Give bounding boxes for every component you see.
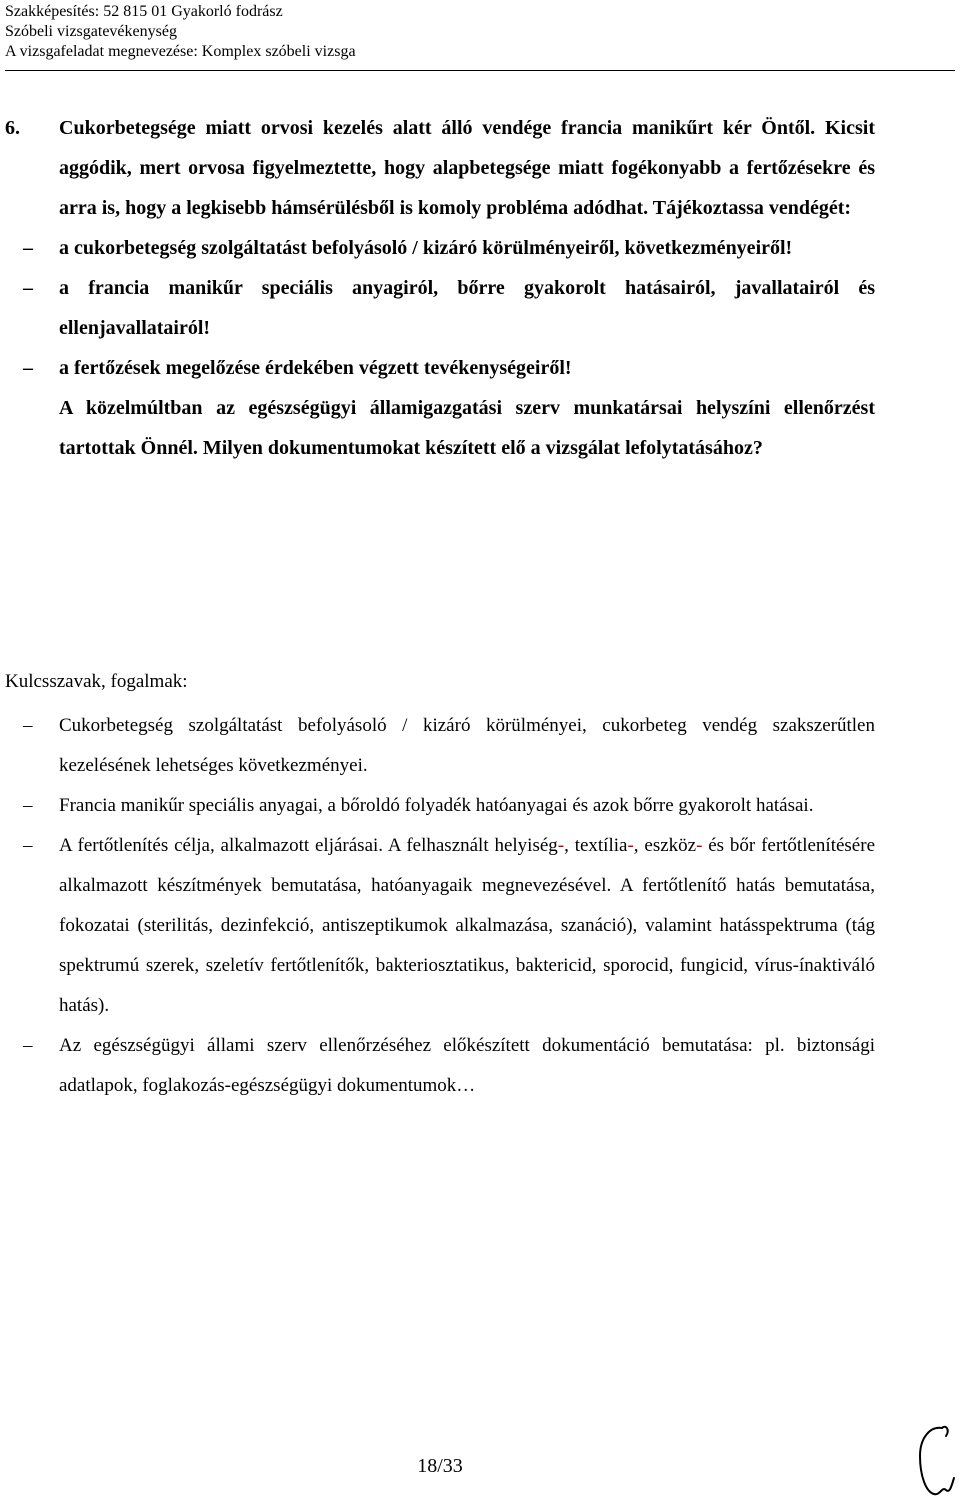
dash-bullet: – (23, 835, 33, 856)
header-exam-name: A vizsgafeladat megnevezése: Komplex szóbeli vizsga (5, 43, 356, 60)
dash-bullet: – (23, 715, 33, 736)
question-text: Cukorbetegsége miatt orvosi kezelés alatt álló vendége francia manikűrt kér Öntől. Kicsit aggódik, mert orvosa figyelmeztette, hogy alapbetegsége miatt fogékonyabb a fertőzésekre és arra is, hogy a legkisebb hámsérülésből is komoly probléma adódhat. Tájékoztassa vendégét: (59, 117, 875, 219)
question-bullet-list (5, 228, 875, 388)
list-item (5, 348, 875, 388)
question-intro (5, 108, 875, 228)
red-hyphen: - (696, 835, 703, 856)
header-divider (5, 70, 955, 71)
keyword-text-part: és bőr fertőtlenítésére alkalmazott készítmények bemutatása, hatóanyagaik megnevezésével. A fertőtlenítő hatás bemutatása, fokozatai (sterilitás, dezinfekció, antiszeptikumok alkalmazása, szanáció), valamint hatásspektruma (tág spektrumú szerek, szeletív fertőtlenítők, bakteriosztatikus, baktericid, sporocid, fungicid, vírus-ínaktiváló hatás). (59, 835, 876, 1016)
keyword-text-part: , textília (564, 835, 628, 856)
keyword-text (59, 835, 875, 1016)
keyword-text-part: A fertőtlenítés célja, alkalmazott eljárásai. A felhasznált helyiség (59, 835, 558, 856)
dash-bullet: – (23, 237, 33, 259)
exam-question (5, 108, 875, 468)
keywords-list (5, 706, 875, 1106)
handwritten-signature (912, 1420, 956, 1500)
dash-bullet: – (23, 1035, 33, 1056)
question-number: 6. (5, 117, 20, 139)
bullet-text: a francia manikűr speciális anyagiról, bőrre gyakorolt hatásairól, javallatairól és ellenjavallatairól! (59, 277, 875, 339)
keyword-text: Francia manikűr speciális anyagai, a bőroldó folyadék hatóanyagai és azok bőrre gyakorolt hatásai. (59, 795, 814, 816)
list-item (5, 786, 875, 826)
page-number: 18/33 (417, 1455, 463, 1477)
bullet-text: a cukorbetegség szolgáltatást befolyásoló / kizáró körülményeiről, következményeiről! (59, 237, 793, 259)
list-item (5, 706, 875, 786)
list-item (5, 228, 875, 268)
keyword-text: Az egészségügyi állami szerv ellenőrzéséhez előkészített dokumentáció bemutatása: pl. biztonsági adatlapok, foglakozás-egészségügyi dokumentumok… (59, 1035, 875, 1096)
dash-bullet: – (23, 277, 33, 299)
document-header (5, 2, 945, 62)
list-item (5, 268, 875, 348)
dash-bullet: – (23, 357, 33, 379)
header-activity: Szóbeli vizsgatevékenység (5, 23, 177, 40)
keywords-section (5, 662, 875, 1106)
keywords-title: Kulcsszavak, fogalmak: (5, 671, 188, 692)
question-followup: A közelmúltban az egészségügyi államigazgatási szerv munkatársai helyszíni ellenőrzést tartottak Önnél. Milyen dokumentumokat készített elő a vizsgálat lefolytatásához? (59, 397, 875, 459)
list-item (5, 1026, 875, 1106)
keyword-text: Cukorbetegség szolgáltatást befolyásoló / kizáró körülményei, cukorbeteg vendég szakszerűtlen kezelésének lehetséges következményei. (59, 715, 875, 776)
header-qualification: Szakképesítés: 52 815 01 Gyakorló fodrász (5, 3, 283, 20)
red-hyphen: - (627, 835, 634, 856)
red-hyphen: - (557, 835, 565, 856)
list-item (5, 826, 875, 1026)
bullet-text: a fertőzések megelőzése érdekében végzett tevékenységeiről! (59, 357, 572, 379)
keyword-text-part: , eszköz (633, 835, 697, 856)
dash-bullet: – (23, 795, 33, 816)
